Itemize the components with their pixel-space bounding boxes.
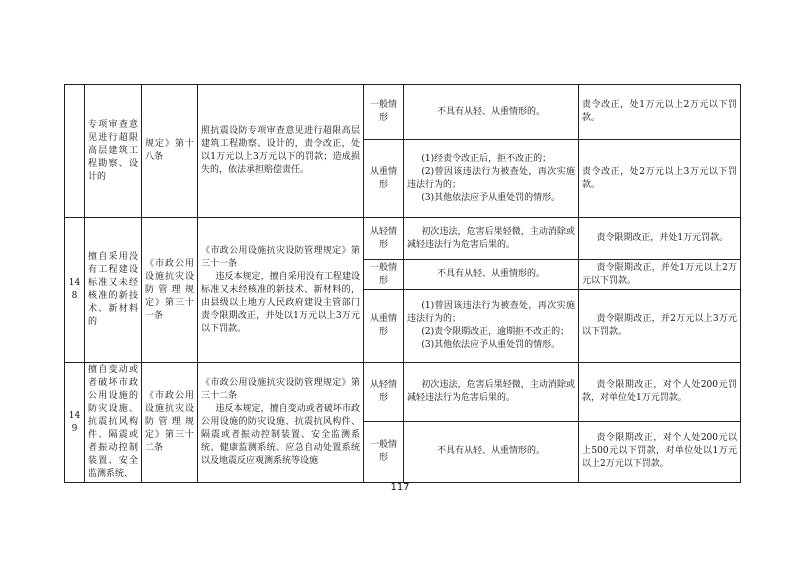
penalty-cell: 责令改正，处2万元以上3万元以下罚款。 [579,140,741,218]
penalty-text: 责令限期改正，对个人处200元罚款，对单位处1万元罚款。 [582,379,737,403]
circumstance-item: (2)曾因该违法行为被查处，再次实施违法行为的； [407,166,575,190]
provision-title: 《市政公用设施抗灾设防管理规定》第三十二条 [201,378,360,401]
violation-cell: 专项审查意见进行超限高层建筑工程勘察、设计的 [85,85,142,218]
circumstance-item: (1)经责令改正后，拒不改正的； [421,153,552,164]
table-row [65,218,741,260]
class-cell: 从重情形 [364,290,404,363]
circumstance-item: (3)其他依法应予从重处罚的情形。 [421,192,561,203]
circumstance-cell [404,140,579,218]
penalty-text: 责令限期改正，并2万元以上3万元以下罚款。 [582,314,737,337]
penalty-cell [579,290,741,363]
penalty-discretion-table [64,84,741,483]
penalty-cell [579,421,741,482]
penalty-cell [579,260,741,290]
provision-cell [198,363,364,483]
provision-text: 违反本规定，擅自变动或者破坏市政公用设施的防灾设施、抗震抗风构件、隔震或者振动控制装置、安全监测系统、健康监测系统、应急自动处置系统以及地震反应观测系统等设施 [201,404,360,466]
class-cell: 从轻情形 [364,363,404,422]
provision-title: 《市政公用设施抗灾设防管理规定》第三十一条 [201,245,360,269]
page-number: 117 [390,482,410,493]
circumstance-cell [404,290,579,363]
class-cell: 一般情形 [364,260,404,290]
circumstance-cell [404,363,579,422]
circumstance-cell: 不具有从轻、从重情形的。 [404,85,579,140]
legal-basis-cell: 《市政公用设施抗灾设防管理规定》第三十二条 [142,363,198,483]
table-row [65,363,741,422]
legal-basis-cell: 《市政公用设施抗灾设防管理规定》第三十一条 [142,218,198,363]
class-cell: 从轻情形 [364,218,404,260]
circumstance-cell [404,218,579,260]
circumstance-text: 初次违法，危害后果轻微，主动消除或减轻违法行为危害后果的。 [407,379,575,403]
circumstance-cell: 不具有从轻、从重情形的。 [404,421,579,482]
circumstance-item: (1)曾因该违法行为被查处，再次实施违法行为的； [407,301,575,324]
provision-cell: 照抗震设防专项审查意见进行超限高层建筑工程勘察、设计的，责令改正，处以1万元以上3万元以下的罚款；造成损失的，依法承担赔偿责任。 [198,85,364,218]
row-number-cell [65,85,85,218]
penalty-cell [579,363,741,422]
circumstance-item: (2)责令限期改正，逾期拒不改正的； [421,327,570,337]
circumstance-cell: 不具有从轻、从重情形的。 [404,260,579,290]
circumstance-item: (3)其他依法应予从重处罚的情形。 [421,340,561,350]
table-row [65,85,741,140]
class-cell: 一般情形 [364,85,404,140]
provision-cell [198,218,364,363]
circumstance-text: 初次违法，危害后果轻微，主动消除或减轻违法行为危害后果的。 [407,226,575,250]
violation-cell: 擅自采用没有工程建设标准又未经核准的新技术、新材料的 [85,218,142,363]
class-cell: 从重情形 [364,140,404,218]
penalty-text: 责令限期改正，并处1万元罚款。 [596,233,729,243]
penalty-cell [579,218,741,260]
penalty-cell: 责令改正，处1万元以上2万元以下罚款。 [579,85,741,140]
provision-text: 违反本规定，擅自采用没有工程建设标准又未经核准的新技术、新材料的，由县级以上地方人民政府建设主管部门责令限期改正，并处以1万元以上3万元以下罚款。 [201,271,360,334]
row-number-cell: 149 [65,363,85,483]
penalty-text: 责令限期改正，对个人处200元以上500元以下罚款，对单位处以1万元以上2万元以下罚款。 [582,433,737,470]
legal-basis-cell: 规定》第十八条 [142,85,198,218]
penalty-text: 责令限期改正，并处1万元以上2万元以下罚款。 [582,262,737,286]
class-cell: 一般情形 [364,421,404,482]
row-number-cell: 148 [65,218,85,363]
violation-cell: 擅自变动或者破坏市政公用设施的防灾设施、抗震抗风构件、隔震或者振动控制装置、安全监测系统、 [85,363,142,483]
